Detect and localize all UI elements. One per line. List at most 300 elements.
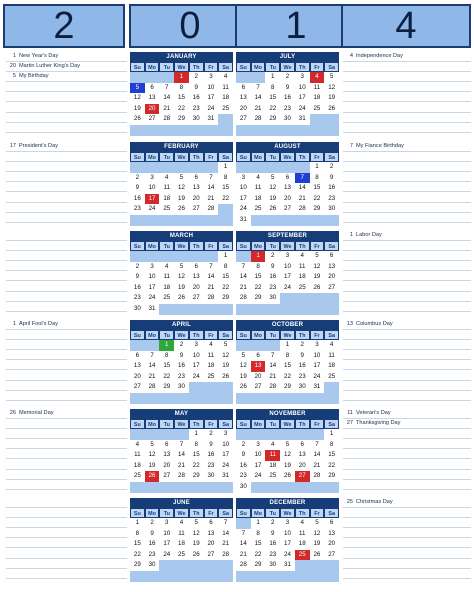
day-cell[interactable]: 30 bbox=[265, 560, 280, 571]
day-cell[interactable]: 23 bbox=[130, 204, 145, 215]
day-cell[interactable]: 28 bbox=[159, 114, 174, 125]
day-cell[interactable]: 12 bbox=[236, 361, 251, 372]
day-cell[interactable]: 8 bbox=[218, 262, 233, 273]
day-cell[interactable]: 1 bbox=[251, 518, 266, 529]
note-row[interactable] bbox=[343, 192, 471, 202]
day-cell[interactable]: 5 bbox=[189, 518, 204, 529]
day-cell[interactable]: 23 bbox=[324, 194, 339, 205]
note-row[interactable] bbox=[343, 162, 471, 172]
day-cell[interactable]: 12 bbox=[218, 351, 233, 362]
day-cell[interactable]: 4 bbox=[159, 262, 174, 273]
day-cell[interactable]: 25 bbox=[159, 293, 174, 304]
note-row[interactable] bbox=[6, 261, 127, 271]
day-cell[interactable]: 10 bbox=[145, 183, 160, 194]
note-row[interactable] bbox=[343, 62, 471, 72]
day-cell[interactable]: 19 bbox=[218, 361, 233, 372]
day-cell[interactable]: 9 bbox=[130, 272, 145, 283]
day-cell[interactable]: 10 bbox=[204, 83, 219, 94]
day-cell[interactable]: 25 bbox=[310, 104, 325, 115]
day-cell[interactable]: 24 bbox=[310, 372, 325, 383]
day-cell[interactable]: 2 bbox=[280, 72, 295, 83]
day-cell[interactable]: 10 bbox=[189, 351, 204, 362]
day-cell[interactable]: 8 bbox=[159, 351, 174, 362]
day-cell[interactable]: 19 bbox=[130, 104, 145, 115]
note-row[interactable] bbox=[343, 213, 471, 223]
day-cell[interactable]: 21 bbox=[310, 461, 325, 472]
day-cell[interactable]: 22 bbox=[280, 372, 295, 383]
note-row[interactable] bbox=[343, 271, 471, 281]
day-cell[interactable]: 11 bbox=[295, 262, 310, 273]
day-cell[interactable]: 31 bbox=[218, 471, 233, 482]
day-cell[interactable]: 2 bbox=[295, 340, 310, 351]
day-cell[interactable]: 3 bbox=[295, 72, 310, 83]
note-row[interactable] bbox=[6, 548, 127, 558]
note-row[interactable] bbox=[343, 528, 471, 538]
day-cell[interactable]: 7 bbox=[236, 262, 251, 273]
note-row[interactable] bbox=[343, 480, 471, 490]
highlighted-day[interactable]: 4 bbox=[310, 72, 325, 83]
day-cell[interactable]: 3 bbox=[189, 340, 204, 351]
day-cell[interactable]: 24 bbox=[189, 372, 204, 383]
day-cell[interactable]: 29 bbox=[265, 114, 280, 125]
day-cell[interactable]: 16 bbox=[145, 539, 160, 550]
day-cell[interactable]: 24 bbox=[218, 461, 233, 472]
day-cell[interactable]: 25 bbox=[324, 372, 339, 383]
note-row[interactable] bbox=[343, 330, 471, 340]
day-cell[interactable]: 12 bbox=[174, 183, 189, 194]
day-cell[interactable]: 22 bbox=[310, 194, 325, 205]
day-cell[interactable]: 6 bbox=[236, 83, 251, 94]
day-cell[interactable]: 13 bbox=[236, 93, 251, 104]
note-row[interactable] bbox=[6, 172, 127, 182]
note-row[interactable] bbox=[6, 82, 127, 92]
day-cell[interactable]: 15 bbox=[280, 361, 295, 372]
day-cell[interactable]: 15 bbox=[324, 450, 339, 461]
day-cell[interactable]: 26 bbox=[324, 104, 339, 115]
day-cell[interactable]: 23 bbox=[295, 372, 310, 383]
day-cell[interactable]: 17 bbox=[251, 461, 266, 472]
highlighted-day[interactable]: 27 bbox=[295, 471, 310, 482]
day-cell[interactable]: 8 bbox=[130, 529, 145, 540]
note-row[interactable] bbox=[343, 302, 471, 312]
day-cell[interactable]: 6 bbox=[324, 251, 339, 262]
day-cell[interactable]: 10 bbox=[280, 529, 295, 540]
day-cell[interactable]: 14 bbox=[251, 93, 266, 104]
day-cell[interactable]: 6 bbox=[204, 518, 219, 529]
highlighted-day[interactable]: 13 bbox=[251, 361, 266, 372]
day-cell[interactable]: 31 bbox=[280, 560, 295, 571]
day-cell[interactable]: 28 bbox=[236, 560, 251, 571]
day-cell[interactable]: 14 bbox=[295, 183, 310, 194]
note-row[interactable] bbox=[6, 142, 127, 152]
note-row[interactable] bbox=[6, 538, 127, 548]
day-cell[interactable]: 18 bbox=[159, 283, 174, 294]
day-cell[interactable]: 27 bbox=[189, 204, 204, 215]
note-row[interactable] bbox=[6, 449, 127, 459]
note-row[interactable] bbox=[343, 281, 471, 291]
day-cell[interactable]: 4 bbox=[295, 251, 310, 262]
day-cell[interactable]: 12 bbox=[189, 529, 204, 540]
day-cell[interactable]: 18 bbox=[295, 272, 310, 283]
day-cell[interactable]: 16 bbox=[265, 272, 280, 283]
day-cell[interactable]: 22 bbox=[251, 550, 266, 561]
note-row[interactable] bbox=[6, 102, 127, 112]
day-cell[interactable]: 30 bbox=[189, 114, 204, 125]
day-cell[interactable]: 14 bbox=[174, 450, 189, 461]
day-cell[interactable]: 17 bbox=[310, 361, 325, 372]
day-cell[interactable]: 20 bbox=[324, 539, 339, 550]
day-cell[interactable]: 16 bbox=[189, 93, 204, 104]
note-row[interactable] bbox=[343, 152, 471, 162]
note-row[interactable] bbox=[343, 52, 471, 62]
day-cell[interactable]: 27 bbox=[204, 550, 219, 561]
note-row[interactable] bbox=[343, 241, 471, 251]
day-cell[interactable]: 16 bbox=[236, 461, 251, 472]
day-cell[interactable]: 20 bbox=[280, 194, 295, 205]
day-cell[interactable]: 5 bbox=[174, 173, 189, 184]
note-row[interactable] bbox=[6, 62, 127, 72]
day-cell[interactable]: 9 bbox=[295, 351, 310, 362]
day-cell[interactable]: 11 bbox=[159, 183, 174, 194]
day-cell[interactable]: 20 bbox=[204, 539, 219, 550]
note-row[interactable] bbox=[343, 142, 471, 152]
day-cell[interactable]: 12 bbox=[130, 93, 145, 104]
note-row[interactable] bbox=[6, 360, 127, 370]
day-cell[interactable]: 22 bbox=[324, 461, 339, 472]
day-cell[interactable]: 26 bbox=[236, 382, 251, 393]
day-cell[interactable]: 29 bbox=[174, 114, 189, 125]
day-cell[interactable]: 21 bbox=[265, 372, 280, 383]
note-row[interactable] bbox=[6, 498, 127, 508]
day-cell[interactable]: 15 bbox=[251, 539, 266, 550]
day-cell[interactable]: 8 bbox=[218, 173, 233, 184]
day-cell[interactable]: 1 bbox=[218, 251, 233, 262]
note-row[interactable] bbox=[343, 172, 471, 182]
day-cell[interactable]: 28 bbox=[236, 293, 251, 304]
day-cell[interactable]: 17 bbox=[159, 539, 174, 550]
note-row[interactable] bbox=[343, 360, 471, 370]
day-cell[interactable]: 3 bbox=[204, 72, 219, 83]
day-cell[interactable]: 24 bbox=[159, 550, 174, 561]
day-cell[interactable]: 14 bbox=[236, 272, 251, 283]
day-cell[interactable]: 22 bbox=[265, 104, 280, 115]
day-cell[interactable]: 17 bbox=[236, 194, 251, 205]
day-cell[interactable]: 15 bbox=[130, 539, 145, 550]
day-cell[interactable]: 5 bbox=[218, 340, 233, 351]
day-cell[interactable]: 3 bbox=[236, 173, 251, 184]
day-cell[interactable]: 19 bbox=[236, 372, 251, 383]
day-cell[interactable]: 25 bbox=[218, 104, 233, 115]
day-cell[interactable]: 6 bbox=[295, 440, 310, 451]
day-cell[interactable]: 10 bbox=[236, 183, 251, 194]
day-cell[interactable]: 14 bbox=[310, 450, 325, 461]
day-cell[interactable]: 8 bbox=[251, 262, 266, 273]
highlighted-day[interactable]: 20 bbox=[145, 104, 160, 115]
day-cell[interactable]: 7 bbox=[310, 440, 325, 451]
day-cell[interactable]: 2 bbox=[145, 518, 160, 529]
note-row[interactable] bbox=[6, 381, 127, 391]
note-row[interactable] bbox=[343, 548, 471, 558]
day-cell[interactable]: 18 bbox=[310, 93, 325, 104]
day-cell[interactable]: 18 bbox=[295, 539, 310, 550]
day-cell[interactable]: 2 bbox=[189, 72, 204, 83]
day-cell[interactable]: 26 bbox=[189, 550, 204, 561]
day-cell[interactable]: 11 bbox=[295, 529, 310, 540]
day-cell[interactable]: 16 bbox=[130, 194, 145, 205]
note-row[interactable] bbox=[6, 182, 127, 192]
day-cell[interactable]: 17 bbox=[189, 361, 204, 372]
note-row[interactable] bbox=[6, 518, 127, 528]
day-cell[interactable]: 29 bbox=[251, 293, 266, 304]
day-cell[interactable]: 10 bbox=[280, 262, 295, 273]
day-cell[interactable]: 22 bbox=[218, 283, 233, 294]
day-cell[interactable]: 11 bbox=[251, 183, 266, 194]
note-row[interactable] bbox=[343, 518, 471, 528]
day-cell[interactable]: 13 bbox=[130, 361, 145, 372]
note-row[interactable] bbox=[6, 370, 127, 380]
day-cell[interactable]: 30 bbox=[204, 471, 219, 482]
day-cell[interactable]: 11 bbox=[310, 83, 325, 94]
day-cell[interactable]: 15 bbox=[189, 450, 204, 461]
day-cell[interactable]: 16 bbox=[280, 93, 295, 104]
day-cell[interactable]: 16 bbox=[204, 450, 219, 461]
day-cell[interactable]: 7 bbox=[204, 262, 219, 273]
highlighted-day[interactable]: 1 bbox=[159, 340, 174, 351]
day-cell[interactable]: 12 bbox=[145, 450, 160, 461]
day-cell[interactable]: 14 bbox=[236, 539, 251, 550]
day-cell[interactable]: 31 bbox=[310, 382, 325, 393]
day-cell[interactable]: 25 bbox=[295, 283, 310, 294]
note-row[interactable] bbox=[343, 102, 471, 112]
day-cell[interactable]: 6 bbox=[189, 173, 204, 184]
day-cell[interactable]: 2 bbox=[324, 162, 339, 173]
day-cell[interactable]: 28 bbox=[251, 114, 266, 125]
note-row[interactable] bbox=[343, 251, 471, 261]
day-cell[interactable]: 27 bbox=[130, 382, 145, 393]
note-row[interactable] bbox=[343, 381, 471, 391]
day-cell[interactable]: 17 bbox=[145, 283, 160, 294]
day-cell[interactable]: 29 bbox=[189, 471, 204, 482]
day-cell[interactable]: 27 bbox=[189, 293, 204, 304]
day-cell[interactable]: 11 bbox=[204, 351, 219, 362]
day-cell[interactable]: 25 bbox=[251, 204, 266, 215]
day-cell[interactable]: 9 bbox=[265, 262, 280, 273]
highlighted-day[interactable]: 26 bbox=[145, 471, 160, 482]
day-cell[interactable]: 13 bbox=[324, 529, 339, 540]
note-row[interactable] bbox=[6, 162, 127, 172]
day-cell[interactable]: 18 bbox=[174, 539, 189, 550]
day-cell[interactable]: 2 bbox=[174, 340, 189, 351]
note-row[interactable] bbox=[343, 231, 471, 241]
note-row[interactable] bbox=[6, 213, 127, 223]
day-cell[interactable]: 31 bbox=[145, 304, 160, 315]
day-cell[interactable]: 11 bbox=[130, 450, 145, 461]
day-cell[interactable]: 13 bbox=[159, 450, 174, 461]
day-cell[interactable]: 22 bbox=[174, 104, 189, 115]
day-cell[interactable]: 26 bbox=[218, 372, 233, 383]
day-cell[interactable]: 2 bbox=[265, 518, 280, 529]
day-cell[interactable]: 17 bbox=[295, 93, 310, 104]
note-row[interactable] bbox=[6, 419, 127, 429]
day-cell[interactable]: 6 bbox=[280, 173, 295, 184]
day-cell[interactable]: 4 bbox=[251, 173, 266, 184]
day-cell[interactable]: 8 bbox=[310, 173, 325, 184]
day-cell[interactable]: 29 bbox=[251, 560, 266, 571]
day-cell[interactable]: 5 bbox=[310, 251, 325, 262]
note-row[interactable] bbox=[343, 292, 471, 302]
note-row[interactable] bbox=[343, 409, 471, 419]
day-cell[interactable]: 4 bbox=[295, 518, 310, 529]
day-cell[interactable]: 28 bbox=[295, 204, 310, 215]
note-row[interactable] bbox=[6, 439, 127, 449]
day-cell[interactable]: 29 bbox=[218, 293, 233, 304]
note-row[interactable] bbox=[6, 569, 127, 579]
day-cell[interactable]: 9 bbox=[324, 173, 339, 184]
day-cell[interactable]: 7 bbox=[145, 351, 160, 362]
day-cell[interactable]: 29 bbox=[324, 471, 339, 482]
day-cell[interactable]: 31 bbox=[295, 114, 310, 125]
day-cell[interactable]: 28 bbox=[174, 471, 189, 482]
note-row[interactable] bbox=[6, 391, 127, 401]
day-cell[interactable]: 9 bbox=[204, 440, 219, 451]
day-cell[interactable]: 10 bbox=[251, 450, 266, 461]
note-row[interactable] bbox=[343, 439, 471, 449]
day-cell[interactable]: 18 bbox=[218, 93, 233, 104]
day-cell[interactable]: 19 bbox=[280, 461, 295, 472]
day-cell[interactable]: 21 bbox=[204, 283, 219, 294]
day-cell[interactable]: 1 bbox=[265, 72, 280, 83]
day-cell[interactable]: 16 bbox=[295, 361, 310, 372]
day-cell[interactable]: 20 bbox=[236, 104, 251, 115]
day-cell[interactable]: 9 bbox=[265, 529, 280, 540]
note-row[interactable] bbox=[343, 113, 471, 123]
day-cell[interactable]: 6 bbox=[189, 262, 204, 273]
day-cell[interactable]: 23 bbox=[265, 283, 280, 294]
day-cell[interactable]: 9 bbox=[189, 83, 204, 94]
day-cell[interactable]: 7 bbox=[251, 83, 266, 94]
day-cell[interactable]: 19 bbox=[174, 283, 189, 294]
note-row[interactable] bbox=[343, 82, 471, 92]
day-cell[interactable]: 21 bbox=[174, 461, 189, 472]
day-cell[interactable]: 17 bbox=[218, 450, 233, 461]
day-cell[interactable]: 25 bbox=[204, 372, 219, 383]
day-cell[interactable]: 28 bbox=[204, 293, 219, 304]
note-row[interactable] bbox=[6, 480, 127, 490]
note-row[interactable] bbox=[343, 320, 471, 330]
day-cell[interactable]: 19 bbox=[310, 539, 325, 550]
day-cell[interactable]: 22 bbox=[189, 461, 204, 472]
day-cell[interactable]: 23 bbox=[280, 104, 295, 115]
day-cell[interactable]: 20 bbox=[159, 461, 174, 472]
day-cell[interactable]: 19 bbox=[174, 194, 189, 205]
day-cell[interactable]: 27 bbox=[145, 114, 160, 125]
note-row[interactable] bbox=[6, 192, 127, 202]
note-row[interactable] bbox=[343, 182, 471, 192]
highlighted-day[interactable]: 25 bbox=[295, 550, 310, 561]
day-cell[interactable]: 11 bbox=[159, 272, 174, 283]
day-cell[interactable]: 12 bbox=[280, 450, 295, 461]
highlighted-day[interactable]: 17 bbox=[145, 194, 160, 205]
day-cell[interactable]: 15 bbox=[218, 183, 233, 194]
note-row[interactable] bbox=[6, 152, 127, 162]
day-cell[interactable]: 27 bbox=[251, 382, 266, 393]
day-cell[interactable]: 18 bbox=[159, 194, 174, 205]
day-cell[interactable]: 26 bbox=[174, 293, 189, 304]
note-row[interactable] bbox=[6, 52, 127, 62]
day-cell[interactable]: 27 bbox=[324, 550, 339, 561]
day-cell[interactable]: 30 bbox=[324, 204, 339, 215]
day-cell[interactable]: 1 bbox=[324, 429, 339, 440]
day-cell[interactable]: 22 bbox=[130, 550, 145, 561]
day-cell[interactable]: 19 bbox=[324, 93, 339, 104]
day-cell[interactable]: 7 bbox=[159, 83, 174, 94]
day-cell[interactable]: 13 bbox=[189, 183, 204, 194]
highlighted-day[interactable]: 5 bbox=[130, 83, 145, 94]
note-row[interactable] bbox=[6, 302, 127, 312]
day-cell[interactable]: 20 bbox=[295, 461, 310, 472]
day-cell[interactable]: 11 bbox=[174, 529, 189, 540]
day-cell[interactable]: 23 bbox=[130, 293, 145, 304]
day-cell[interactable]: 2 bbox=[236, 440, 251, 451]
day-cell[interactable]: 21 bbox=[236, 283, 251, 294]
note-row[interactable] bbox=[6, 271, 127, 281]
day-cell[interactable]: 18 bbox=[204, 361, 219, 372]
note-row[interactable] bbox=[6, 340, 127, 350]
note-row[interactable] bbox=[6, 123, 127, 133]
day-cell[interactable]: 25 bbox=[159, 204, 174, 215]
day-cell[interactable]: 5 bbox=[236, 351, 251, 362]
day-cell[interactable]: 20 bbox=[189, 283, 204, 294]
note-row[interactable] bbox=[6, 459, 127, 469]
day-cell[interactable]: 1 bbox=[189, 429, 204, 440]
day-cell[interactable]: 29 bbox=[280, 382, 295, 393]
day-cell[interactable]: 30 bbox=[265, 293, 280, 304]
day-cell[interactable]: 21 bbox=[218, 539, 233, 550]
day-cell[interactable]: 3 bbox=[251, 440, 266, 451]
day-cell[interactable]: 4 bbox=[204, 340, 219, 351]
day-cell[interactable]: 30 bbox=[236, 482, 251, 493]
day-cell[interactable]: 13 bbox=[145, 93, 160, 104]
note-row[interactable] bbox=[343, 72, 471, 82]
day-cell[interactable]: 28 bbox=[218, 550, 233, 561]
note-row[interactable] bbox=[343, 538, 471, 548]
day-cell[interactable]: 21 bbox=[145, 372, 160, 383]
day-cell[interactable]: 2 bbox=[130, 262, 145, 273]
day-cell[interactable]: 18 bbox=[130, 461, 145, 472]
day-cell[interactable]: 26 bbox=[265, 204, 280, 215]
day-cell[interactable]: 15 bbox=[310, 183, 325, 194]
note-row[interactable] bbox=[343, 559, 471, 569]
day-cell[interactable]: 30 bbox=[295, 382, 310, 393]
day-cell[interactable]: 15 bbox=[174, 93, 189, 104]
day-cell[interactable]: 12 bbox=[174, 272, 189, 283]
note-row[interactable] bbox=[343, 203, 471, 213]
day-cell[interactable]: 13 bbox=[280, 183, 295, 194]
day-cell[interactable]: 23 bbox=[204, 461, 219, 472]
note-row[interactable] bbox=[6, 429, 127, 439]
day-cell[interactable]: 10 bbox=[145, 272, 160, 283]
day-cell[interactable]: 14 bbox=[159, 93, 174, 104]
day-cell[interactable]: 19 bbox=[145, 461, 160, 472]
day-cell[interactable]: 25 bbox=[174, 550, 189, 561]
day-cell[interactable]: 26 bbox=[174, 204, 189, 215]
day-cell[interactable]: 6 bbox=[159, 440, 174, 451]
day-cell[interactable]: 3 bbox=[159, 518, 174, 529]
day-cell[interactable]: 12 bbox=[310, 262, 325, 273]
day-cell[interactable]: 30 bbox=[280, 114, 295, 125]
day-cell[interactable]: 27 bbox=[159, 471, 174, 482]
day-cell[interactable]: 7 bbox=[174, 440, 189, 451]
